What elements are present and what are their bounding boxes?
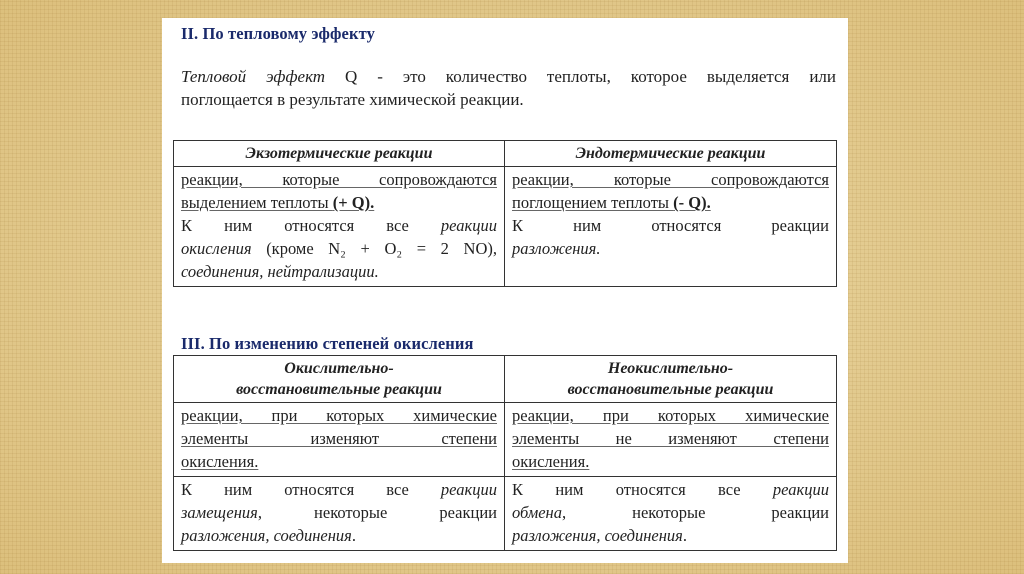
exo-def-line-1: реакции, которые сопровождаются: [181, 170, 497, 189]
exo-ex-text: К ним относятся все: [181, 216, 441, 235]
non-redox-def-line-1: реакции, при которых химические: [512, 406, 829, 425]
endo-ex-line-2: разложения.: [512, 239, 601, 258]
exo-q-sign: (+ Q).: [332, 193, 375, 212]
redox-period: .: [351, 526, 356, 545]
document-page: [162, 18, 848, 563]
redox-definition-cell: [174, 403, 505, 477]
exo-ex-line-3: соединения, нейтрализации.: [181, 262, 379, 281]
non-redox-exchange: обмена: [512, 503, 562, 522]
redox-definition: [181, 404, 497, 473]
endothermic-header: Эндотермические реакции: [505, 141, 837, 167]
endothermic-definition: [512, 168, 829, 214]
exo-def-text: выделением теплоты: [181, 193, 333, 212]
non-redox-header-line-2: восстановительные реакции: [567, 381, 774, 398]
heat-effect-table: [173, 140, 837, 287]
non-redox-decomp: разложения, соединения: [512, 526, 683, 545]
exo-oxidation: окисления: [181, 239, 252, 258]
non-redox-definition: [512, 404, 829, 473]
oxidation-table: [173, 355, 837, 551]
non-redox-ex-text: К ним относятся все: [512, 480, 773, 499]
endothermic-cell: [505, 167, 837, 287]
exothermic-header: Экзотермические реакции: [174, 141, 505, 167]
non-redox-period: .: [682, 526, 687, 545]
endo-ex-line-1: К ним относятся реакции: [512, 216, 829, 235]
redox-some: , некоторые реакции: [257, 503, 497, 522]
redox-def-line-1: реакции, при которых химические: [181, 406, 497, 425]
redox-ex-line-3: [181, 524, 497, 547]
intro-line-2: поглощается в результате химической реакции.: [181, 90, 524, 109]
redox-ex-text: К ним относятся все: [181, 480, 441, 499]
redox-def-line-2: элементы изменяют степени: [181, 429, 497, 448]
section2-intro: [181, 65, 836, 111]
redox-header-line-2: восстановительные реакции: [236, 381, 442, 398]
exo-ex-italic: реакции: [440, 216, 497, 235]
exothermic-cell: [174, 167, 505, 287]
redox-ex-line-2: [181, 501, 497, 524]
endo-q-sign: (- Q).: [673, 193, 711, 212]
section2-heading: II. По тепловому эффекту: [181, 24, 375, 43]
endo-def-text: поглощением теплоты: [512, 193, 674, 212]
non-redox-ex-line-2: [512, 501, 829, 524]
redox-ex-line-1: [181, 478, 497, 501]
non-redox-def-line-2: элементы не изменяют степени: [512, 429, 829, 448]
intro-rest: Q - это количество теплоты, которое выделяется или: [325, 67, 836, 86]
endo-def-line-2: [512, 191, 829, 214]
exo-def-line-2: [181, 191, 497, 214]
section3-heading: III. По изменению степеней окисления: [181, 334, 474, 353]
redox-examples-cell: [174, 477, 505, 551]
intro-line-1: [181, 65, 836, 88]
exo-ex-line-1: [181, 214, 497, 237]
non-redox-some: , некоторые реакции: [562, 503, 829, 522]
endo-def-line-1: реакции, которые сопровождаются: [512, 170, 829, 189]
redox-def-line-3: окисления.: [181, 452, 259, 471]
non-redox-header: [505, 356, 837, 403]
exo-exception: (кроме N₂ + O₂ = 2 NO),: [251, 239, 497, 258]
non-redox-def-line-3: окисления.: [512, 452, 590, 471]
redox-ex-italic: реакции: [440, 480, 497, 499]
non-redox-ex-line-1: [512, 478, 829, 501]
redox-header-line-1: Окислительно-: [284, 360, 394, 377]
non-redox-ex-line-3: [512, 524, 829, 547]
non-redox-header-line-1: Неокислительно-: [607, 360, 734, 377]
exothermic-definition: [181, 168, 497, 214]
exo-ex-line-2: [181, 237, 497, 260]
redox-substitution: замещения: [181, 503, 258, 522]
intro-term: Тепловой эффект: [181, 67, 326, 86]
non-redox-examples-cell: [505, 477, 837, 551]
redox-header: [174, 356, 505, 403]
non-redox-definition-cell: [505, 403, 837, 477]
redox-decomp: разложения, соединения: [181, 526, 352, 545]
non-redox-ex-italic: реакции: [772, 480, 829, 499]
